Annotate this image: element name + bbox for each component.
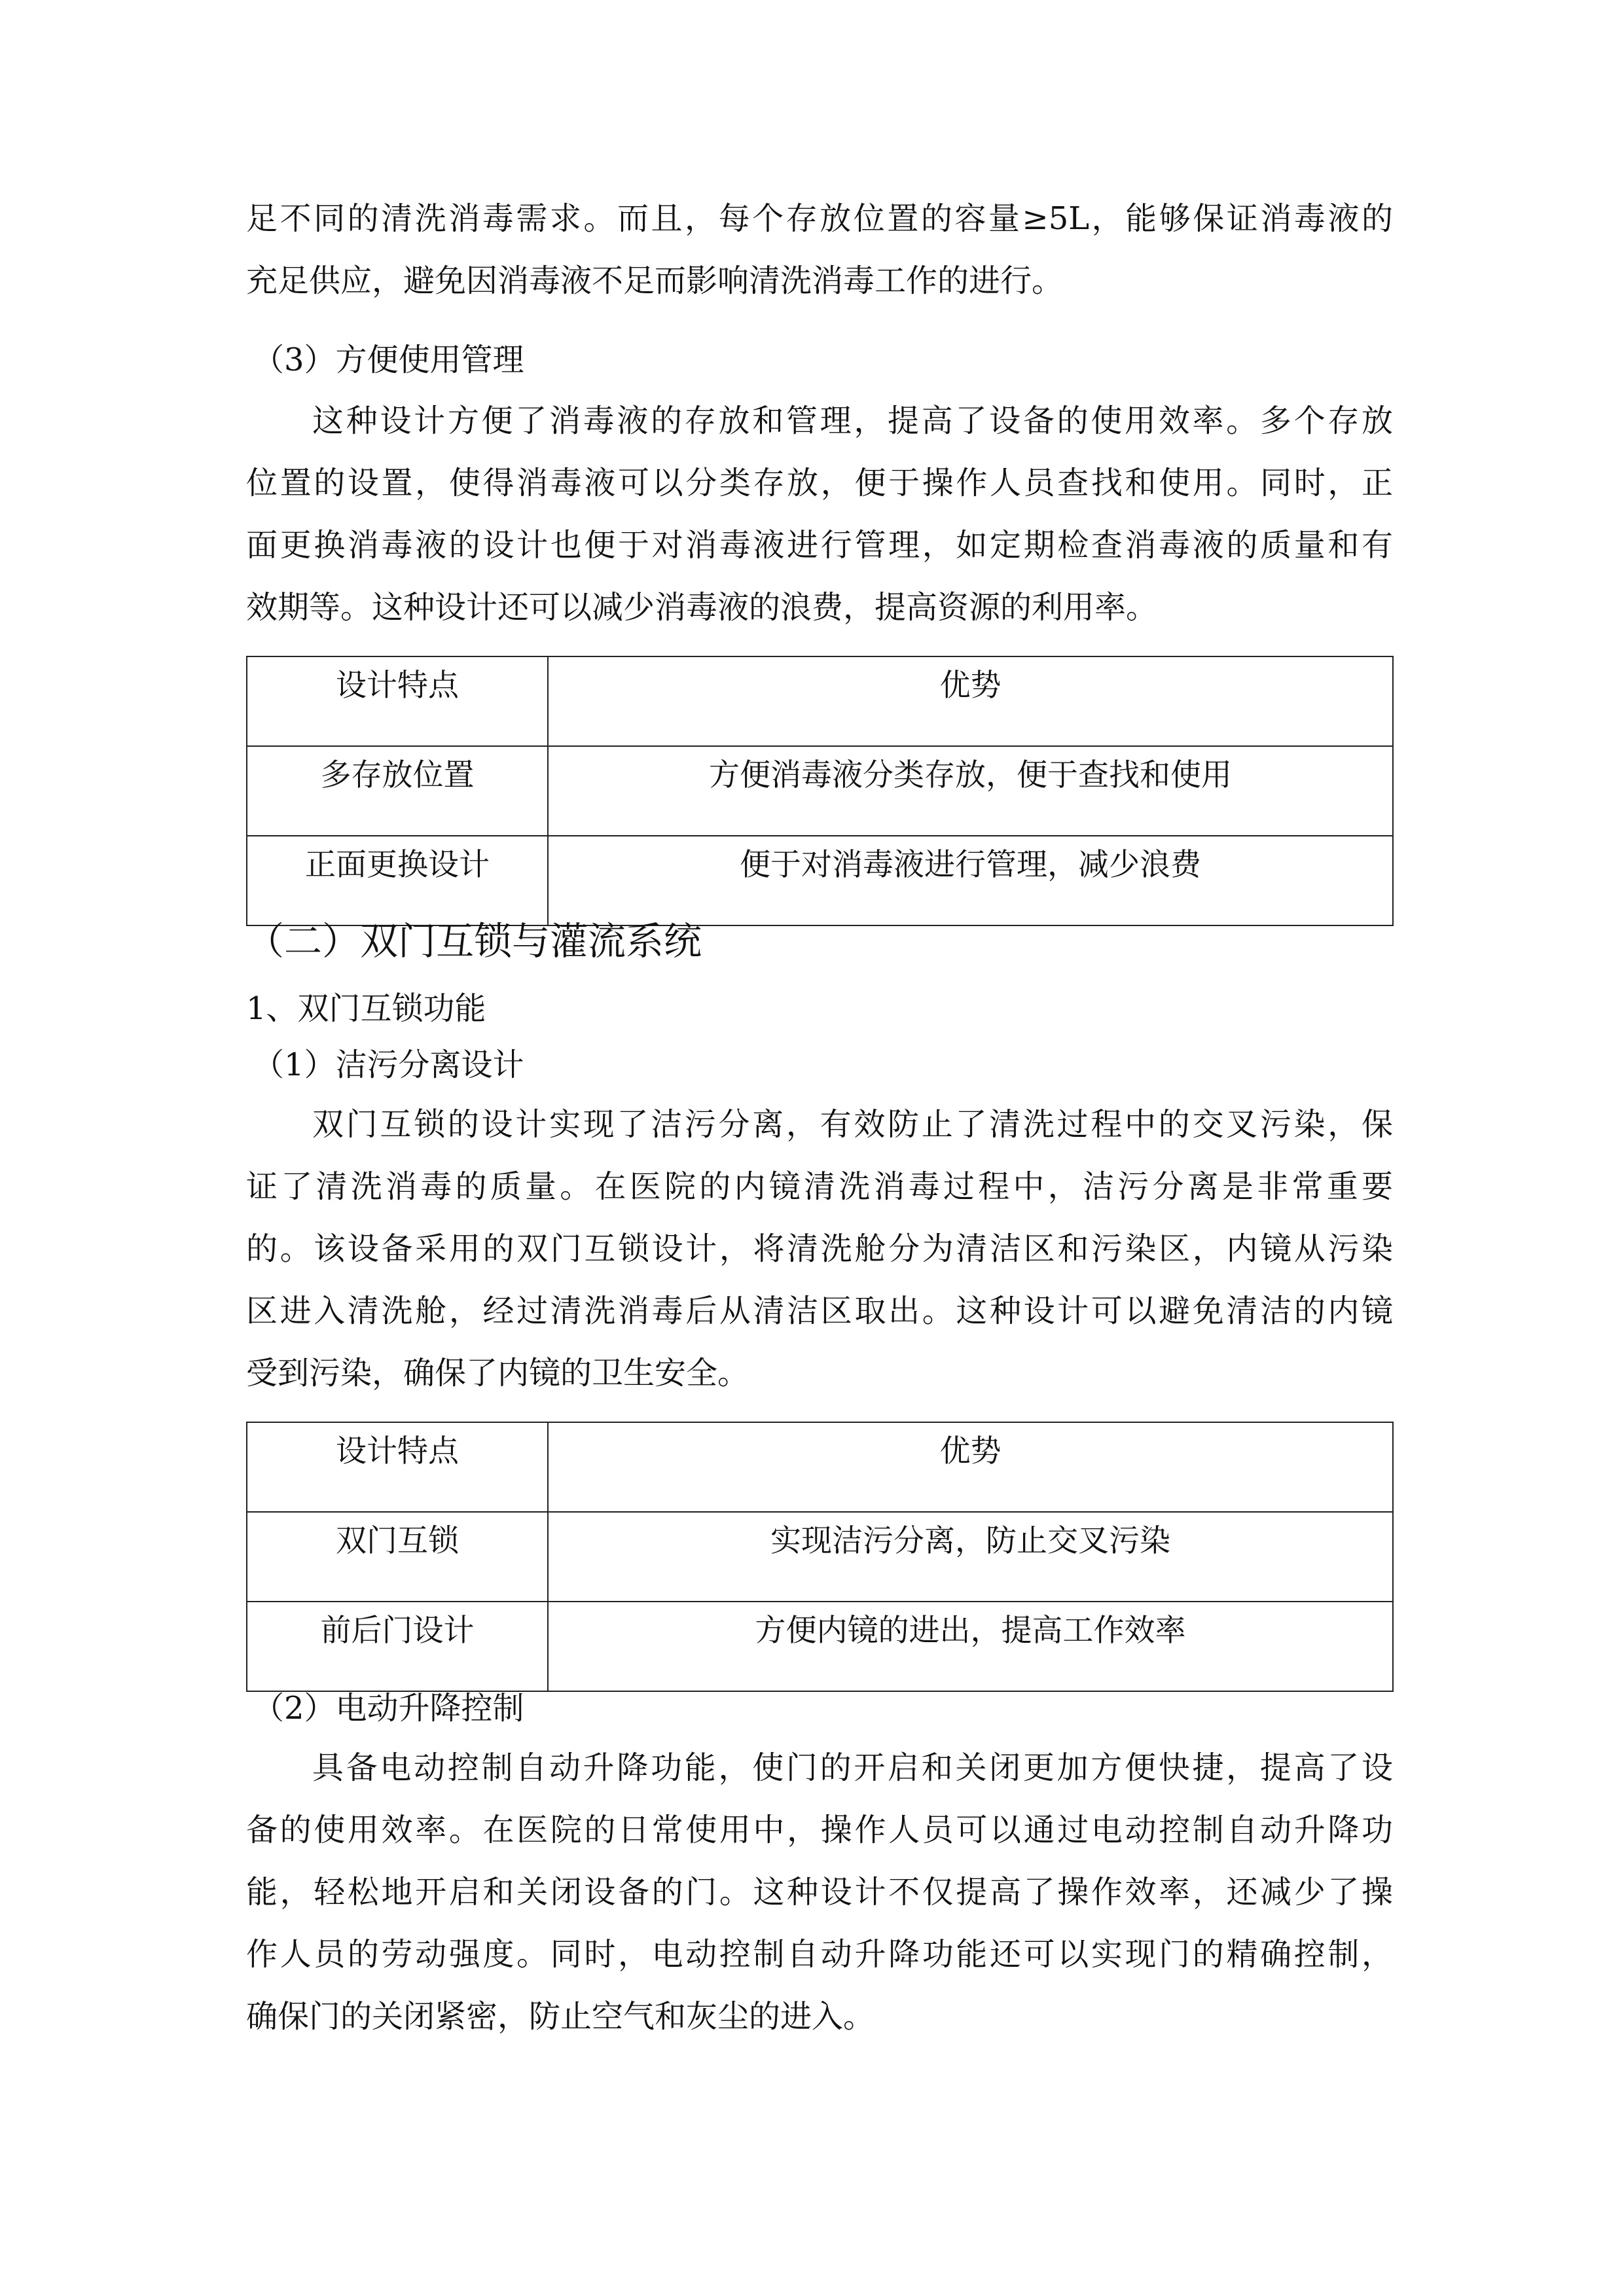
table-cell: 多存放位置 (247, 746, 548, 836)
paragraph-line: 足不同的清洗消毒需求。而且，每个存放位置的容量≥5L，能够保证消毒液的 (246, 200, 1393, 237)
table-header-cell: 优势 (548, 656, 1393, 746)
section-heading: （二）双门互锁与灌流系统 (246, 919, 702, 963)
table-header-cell: 设计特点 (247, 656, 548, 746)
paragraph-line: 面更换消毒液的设计也便于对消毒液进行管理，如定期检查消毒液的质量和有 (246, 527, 1393, 564)
paragraph-line: 充足供应，避免因消毒液不足而影响清洗消毒工作的进行。 (246, 262, 1064, 299)
paragraph-line: 的。该设备采用的双门互锁设计，将清洗舱分为清洁区和污染区，内镜从污染 (246, 1230, 1393, 1267)
table-cell: 前后门设计 (247, 1602, 548, 1691)
table-cell: 双门互锁 (247, 1512, 548, 1602)
paragraph-line: 受到污染，确保了内镜的卫生安全。 (246, 1355, 749, 1391)
paragraph-line: 位置的设置，使得消毒液可以分类存放，便于操作人员查找和使用。同时，正 (246, 465, 1393, 501)
table-row (247, 746, 1393, 836)
subsection-heading: （1）洁污分离设计 (253, 1047, 524, 1083)
table-header-cell: 优势 (548, 1422, 1393, 1512)
subsection-heading: （3）方便使用管理 (253, 342, 524, 378)
paragraph-line: 能，轻松地开启和关闭设备的门。这种设计不仅提高了操作效率，还减少了操 (246, 1874, 1393, 1910)
paragraph-line: 这种设计方便了消毒液的存放和管理，提高了设备的使用效率。多个存放 (312, 403, 1393, 439)
table-cell: 方便消毒液分类存放，便于查找和使用 (548, 746, 1393, 836)
table-row (247, 1602, 1393, 1691)
feature-table (246, 656, 1394, 926)
item-heading: 1、双门互锁功能 (246, 990, 486, 1027)
table-cell: 方便内镜的进出，提高工作效率 (548, 1602, 1393, 1691)
paragraph-line: 效期等。这种设计还可以减少消毒液的浪费，提高资源的利用率。 (246, 589, 1158, 626)
paragraph-line: 证了清洗消毒的质量。在医院的内镜清洗消毒过程中，洁污分离是非常重要 (246, 1168, 1393, 1205)
feature-table (246, 1422, 1394, 1692)
table-cell: 便于对消毒液进行管理，减少浪费 (548, 836, 1393, 925)
paragraph-line: 确保门的关闭紧密，防止空气和灰尘的进入。 (246, 1998, 875, 2035)
table-cell: 正面更换设计 (247, 836, 548, 925)
table-row (247, 836, 1393, 925)
subsection-heading: （2）电动升降控制 (253, 1690, 524, 1727)
paragraph-line: 双门互锁的设计实现了洁污分离，有效防止了清洗过程中的交叉污染，保 (312, 1106, 1393, 1143)
paragraph-line: 具备电动控制自动升降功能，使门的开启和关闭更加方便快捷，提高了设 (312, 1749, 1393, 1786)
table-header-row (247, 1422, 1393, 1512)
table-header-cell: 设计特点 (247, 1422, 548, 1512)
paragraph-line: 备的使用效率。在医院的日常使用中，操作人员可以通过电动控制自动升降功 (246, 1812, 1393, 1848)
table-header-row (247, 656, 1393, 746)
table-row (247, 1512, 1393, 1602)
paragraph-line: 区进入清洗舱，经过清洗消毒后从清洁区取出。这种设计可以避免清洁的内镜 (246, 1293, 1393, 1329)
paragraph-line: 作人员的劳动强度。同时，电动控制自动升降功能还可以实现门的精确控制， (246, 1936, 1393, 1973)
table-cell: 实现洁污分离，防止交叉污染 (548, 1512, 1393, 1602)
